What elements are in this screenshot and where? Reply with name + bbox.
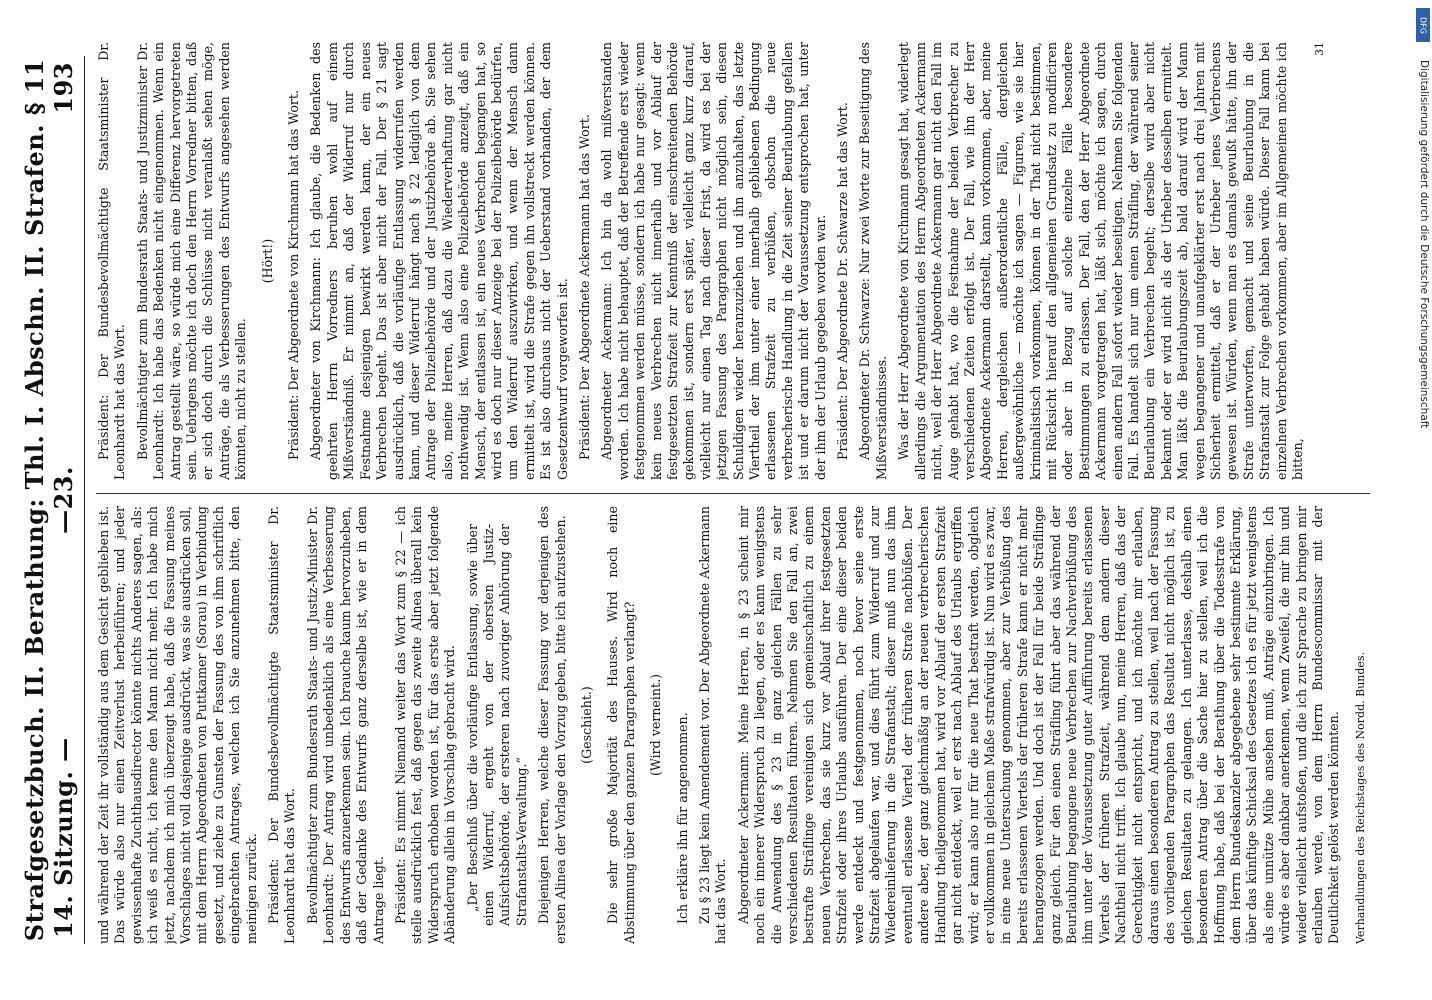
stage-direction: (Geschieht.) (578, 686, 594, 764)
paragraph: Bevollmächtigter zum Bundesrath Staats- und Justizminister Dr. Leonhardt: Ich habe das Bedenken nicht eingenommen. Wenn ein Antrag gestellt wäre, so würde mich eine Differenz hervorgetreten sein. Uebrigens möchte ich doch den Herrn Vorredner bitten, daß er sich doch durch die Schlüsse nicht veranlaßt sehen möge, Anträge, die als Verbesserungen des Entwurfs angesehen werden könnten, nicht zu stellen. (134, 42, 249, 480)
quoted-amendment: „Der Beschluß über die vorläufige Entlassung, sowie über einen Widerruf, ergeht von der obersten Justiz-Aufsichtsbehörde, der ersteren nach zuvoriger Anhörung der Strafanstalts-Verwaltung.“ (464, 524, 529, 926)
left-column (96, 506, 1370, 944)
paragraph: Zu § 23 liegt kein Amendement vor. Der Abgeordnete Ackermann hat das Wort. (697, 506, 729, 944)
dfg-logo (1416, 8, 1430, 42)
paragraph: Präsident: Der Bundesbevollmächtigte Staatsminister Dr. Leonhardt hat das Wort. (96, 42, 128, 480)
stage-direction: (Wird verneint.) (648, 673, 664, 777)
paragraph: Abgeordneter Ackermann: Ich bin da wohl mißverstanden worden. Ich habe nicht behauptet, daß der Betreffende erst wieder festgenommen werden müsse, sondern ich habe nur gesagt: wenn kein neues Verbrechen nicht innerhalb und vor Ablauf der festgesetzten Strafzeit zur Kenntniß der einschreitenden Behörde gekommen ist, sondern erst später, vielleicht ganz kurz darauf, vielleicht nur einen Tag nach dieser Frist, da wird es bei der jetzigen Fassung des Paragraphen nicht möglich sein, diesen Schuldigen wieder heranzuziehen und ihn anzuhalten, das letzte Viertheil der ihm unter einer innerhalb gebliebenen Bedingung erlassenen Strafzeit zu verbüßen, obschon die neue verbrecherische Handlung in die Zeit seiner Beurlaubung gefallen ist und er darum nicht der Voraussetzung entsprochen hat, unter der ihm der Urlaub gegeben worden war. (599, 42, 828, 480)
column-divider (96, 493, 1370, 494)
paragraph: und während der Zeit ihr vollständig aus dem Gesicht geblieben ist. Das würde also nur einen Zeitverlust herbeiführen; und jeder gewissenhafte Zuchthausdirector könnte nichts Anderes sagen, als: ich weiß es nicht, ich kenne den Mann nicht mehr. Ich habe mich jetzt, nachdem ich mich überzeugt habe, daß die Fassung meines Vorschlages nicht voll dasjenige ausdrückt, was sie ausdrücken soll, mit dem Herrn Abgeordneten von Puttkamer (Sorau) in Verbindung gesetzt, und ziehe zu Gunsten der Fassung des von ihm schriftlich eingebrachten Antrages, welchen ich Sie anzunehmen bitte, den meinigen zurück. (96, 506, 259, 944)
signature-mark: 31 (1313, 42, 1327, 56)
right-column (96, 42, 1370, 480)
header-session: 14. Sitzung. — (49, 737, 78, 938)
page-number: 193 (49, 62, 78, 114)
page-header (20, 56, 85, 944)
paragraph: Präsident: Es nimmt Niemand weiter das Wort zum § 22 — ich stelle ausdrücklich fest, daß gegen das zweite Alinea überall kein Widerspruch erhoben worden ist, für das erste aber jetzt folgende Abänderung allein in Vorschlag gebracht wird. (392, 506, 458, 944)
paragraph: Ich erkläre ihn für angenommen. (674, 712, 690, 924)
paragraph: Präsident: Der Bundesbevollmächtigte Staatsminister Dr. Leonhardt hat das Wort. (266, 506, 298, 944)
paragraph: Abgeordneter Ackermann: Meine Herren, in § 23 scheint mir noch ein innerer Widerspruch zu liegen, oder es kann wenigstens die Anwendung des § 23 in ganz gleichen Fällen zu sehr verschiedenen Resultaten führen. Nehmen Sie den Fall an, zwei bestrafte Sträflinge vereinigen sich gemeinschaftlich zu einem neuen Verbrechen, das sie kurz vor Ablauf ihrer festgesetzten Strafzeit oder ihres Urlaubs ausführen. Der eine dieser beiden werde entdeckt und festgenommen, noch bevor seine erste Strafzeit abgelaufen war, und dies führt zum Widerruf und zur Wiedereinlieferung in die Strafanstalt; dieser muß nun das ihm eventuell erlassene Viertel der früheren Strafe nachbüßen. Der andere aber, der ganz gleichmäßig an der neuen verbrecherischen Handlung theilgenommen hat, wird vor Ablauf der ersten Strafzeit gar nicht entdeckt, weil er erst nach Ablauf des Urlaubs ergriffen wird; er kann also nur für die neue That bestraft werden, obgleich er vollkommen in gleichem Maße strafwürdig ist. Nun wird es zwar, in eine neue Untersuchung genommen, aber zur Verbüßung des bereits erlassenen Viertels der früheren Strafe kann er nicht mehr herangezogen werden. Und doch ist der Fall für beide Sträflinge ganz gleich. Für den einen Sträfling führt aber das während der Beurlaubung begangene neue Verbrechen zur Nachverbüßung des ihm unter der Voraussetzung guter Aufführung bereits erlassenen Viertels der früheren Strafzeit, während dem andern dieser Nachtheil nicht trifft. Ich glaube nun, meine Herren, daß das der Gerechtigkeit nicht entspricht, und ich möchte mir erlauben, daraus einen besonderen Antrag zu stellen, weil nach der Fassung des vorliegenden Paragraphen das Resultat nicht möglich ist, zu gleichen Resultaten zu gelangen. Ich unterlasse, deshalb einen besonderen Antrag über die Sache hier zu stellen, weil ich die Hoffnung habe, daß bei der Berathung über die Todesstrafe von dem Herrn Bundeskanzler abgegebene sehr bestimmte Erklärung, über das künftige Schicksal des Gesetzes ich es für jetzt wenigstens als eine unnütze Mühe ansehen muß, Anträge einzubringen. Ich würde es aber dankbar anerkennen, wenn Zweifel, die mir hin und wieder vielleicht aufstoßen, und die ich zur Sprache zu bringen mir erlauben werde, von dem Herrn Bundescommissar mit der Deutlichkeit gelöst werden könnten. (735, 506, 1342, 944)
paragraph: Die sehr große Majorität des Hauses. Wird noch eine Abstimmung über den ganzen Paragraphen verlangt? (605, 506, 637, 944)
header-title: Strafgesetzbuch. II. Berathung: Thl. I. Abschn. II. Strafen. § 11—23. (20, 58, 78, 942)
digitization-credit: Digitalisierung gefördert durch die Deutsche Forschungsgemeinschaft (1418, 60, 1430, 429)
paragraph: Präsident: Der Abgeordnete Dr. Schwarze hat das Wort. (835, 102, 851, 460)
paragraph: Präsident: Der Abgeordnete Ackermann hat das Wort. (576, 114, 592, 460)
paragraph: Bevollmächtigter zum Bundesrath Staats- und Justiz-Minister Dr. Leonhardt: Der Antrag wird unbedenklich als eine Verbesserung des Entwurfs anzuerkennen sein. Ich brauche kaum hervorzuheben, daß der Gedanke des Entwurfs ganz derselbe ist, wie er in dem Antrage liegt. (304, 506, 386, 944)
dfg-logo-text: DFG (1418, 16, 1428, 34)
paragraph: Was der Herr Abgeordnete von Kirchmann gesagt hat, widerlegt allerdings die Argumentation des Herrn Abgeordneten Ackermann nicht, weil der Herr Abgeordnete Ackermann gar nicht den Fall im Auge gehabt hat, wo die Festnahme der beiden Verbrecher zu verschiedenen Zeiten erfolgt ist. Der Fall, wie ihn der Herr Abgeordnete Ackermann darstellt, kann vorkommen, aber, meine Herren, dergleichen außerordentliche Fälle, dergleichen außergewöhnliche — möchte ich sagen — Figuren, wie sie hier kriminalistisch vorkommen, können in der That nicht bestimmen, mit Rücksicht hierauf den allgemeinen Grundsatz zu modificiren oder aber in Bezug auf solche einzelne Fälle besondere Bestimmungen zu erlassen. Der Fall, den der Herr Abgeordnete Ackermann vorgetragen hat, läßt sich, möchte ich sagen, durch einen andern Fall sofort wieder beseitigen. Nehmen Sie folgenden Fall. Es handelt sich nur um einen Sträfling, der während seiner Beurlaubung ein Verbrechen begeht; derselbe wird aber nicht bekannt oder er wird nicht als der Urheber desselben ermittelt. Man läßt die Beurlaubungszeit ab, bald darauf wird der Mann wegen begangener und unaufgeklärter erst nach drei Jahren mit Sicherheit ermittelt, daß er der Urheber jenes Verbrechens gewesen ist. Würden, wenn man es damals gewußt hätte, ihn der Strafe unterworfen, gemacht und seine Beurlaubung in die Strafanstalt zur Folge gehabt haben würde. Dieser Fall kann bei einzelnen Verbrechen vorkommen, aber im Allgemeinen möchte ich bitten, (896, 42, 1306, 480)
paragraph: Präsident: Der Abgeordnete von Kirchmann hat das Wort. (286, 90, 302, 460)
paragraph: Abgeordneter von Kirchmann: Ich glaube, die Bedenken des geehrten Herrn Vorredners beruhen wohl auf einem Mißverständniß. Er nimmt an, daß der Widerruf nur durch Festnahme desjenigen bewirkt werden kann, der ein neues Verbrechen begeht. Das ist aber nicht der Fall. Der § 21 sagt ausdrücklich, daß die vorläufige Entlassung widerrufen werden kann, und dieser Widerruf hängt nach § 22 lediglich von dem Antrage der Polizeibehörde und der Justizbehörde ab. Sie sehen also, meine Herren, daß dazu die Wiederverhaftung gar nicht nothwendig ist. Wenn also eine Polizeibehörde anzeigt, daß ein Mensch, der entlassen ist, ein neues Verbrechen begangen hat, so wird es doch nur dieser Anzeige bei der Polizeibehörde bedürfen, um den Widerruf auszuwirken, und wenn der Mensch dann ermittelt ist, wird die Strafe gegen ihn vollstreckt werden können. Es ist also durchaus nicht der Ueberstand vorhanden, der dem Gesetzentwurf vorgeworfen ist. (308, 42, 570, 480)
stage-direction: (Hört!) (259, 238, 275, 284)
paragraph: Diejenigen Herren, welche dieser Fassung vor derjenigen des ersten Alinea der Vorlage den Vorzug geben, bitte ich aufzustehen. (536, 506, 568, 944)
footer-note: Verhandlungen des Reichstages des Nordd. Bundes. (1353, 651, 1367, 944)
paragraph: Abgeordneter Dr. Schwarze: Nur zwei Worte zur Beseitigung des Mißverständnisses. (857, 42, 889, 480)
